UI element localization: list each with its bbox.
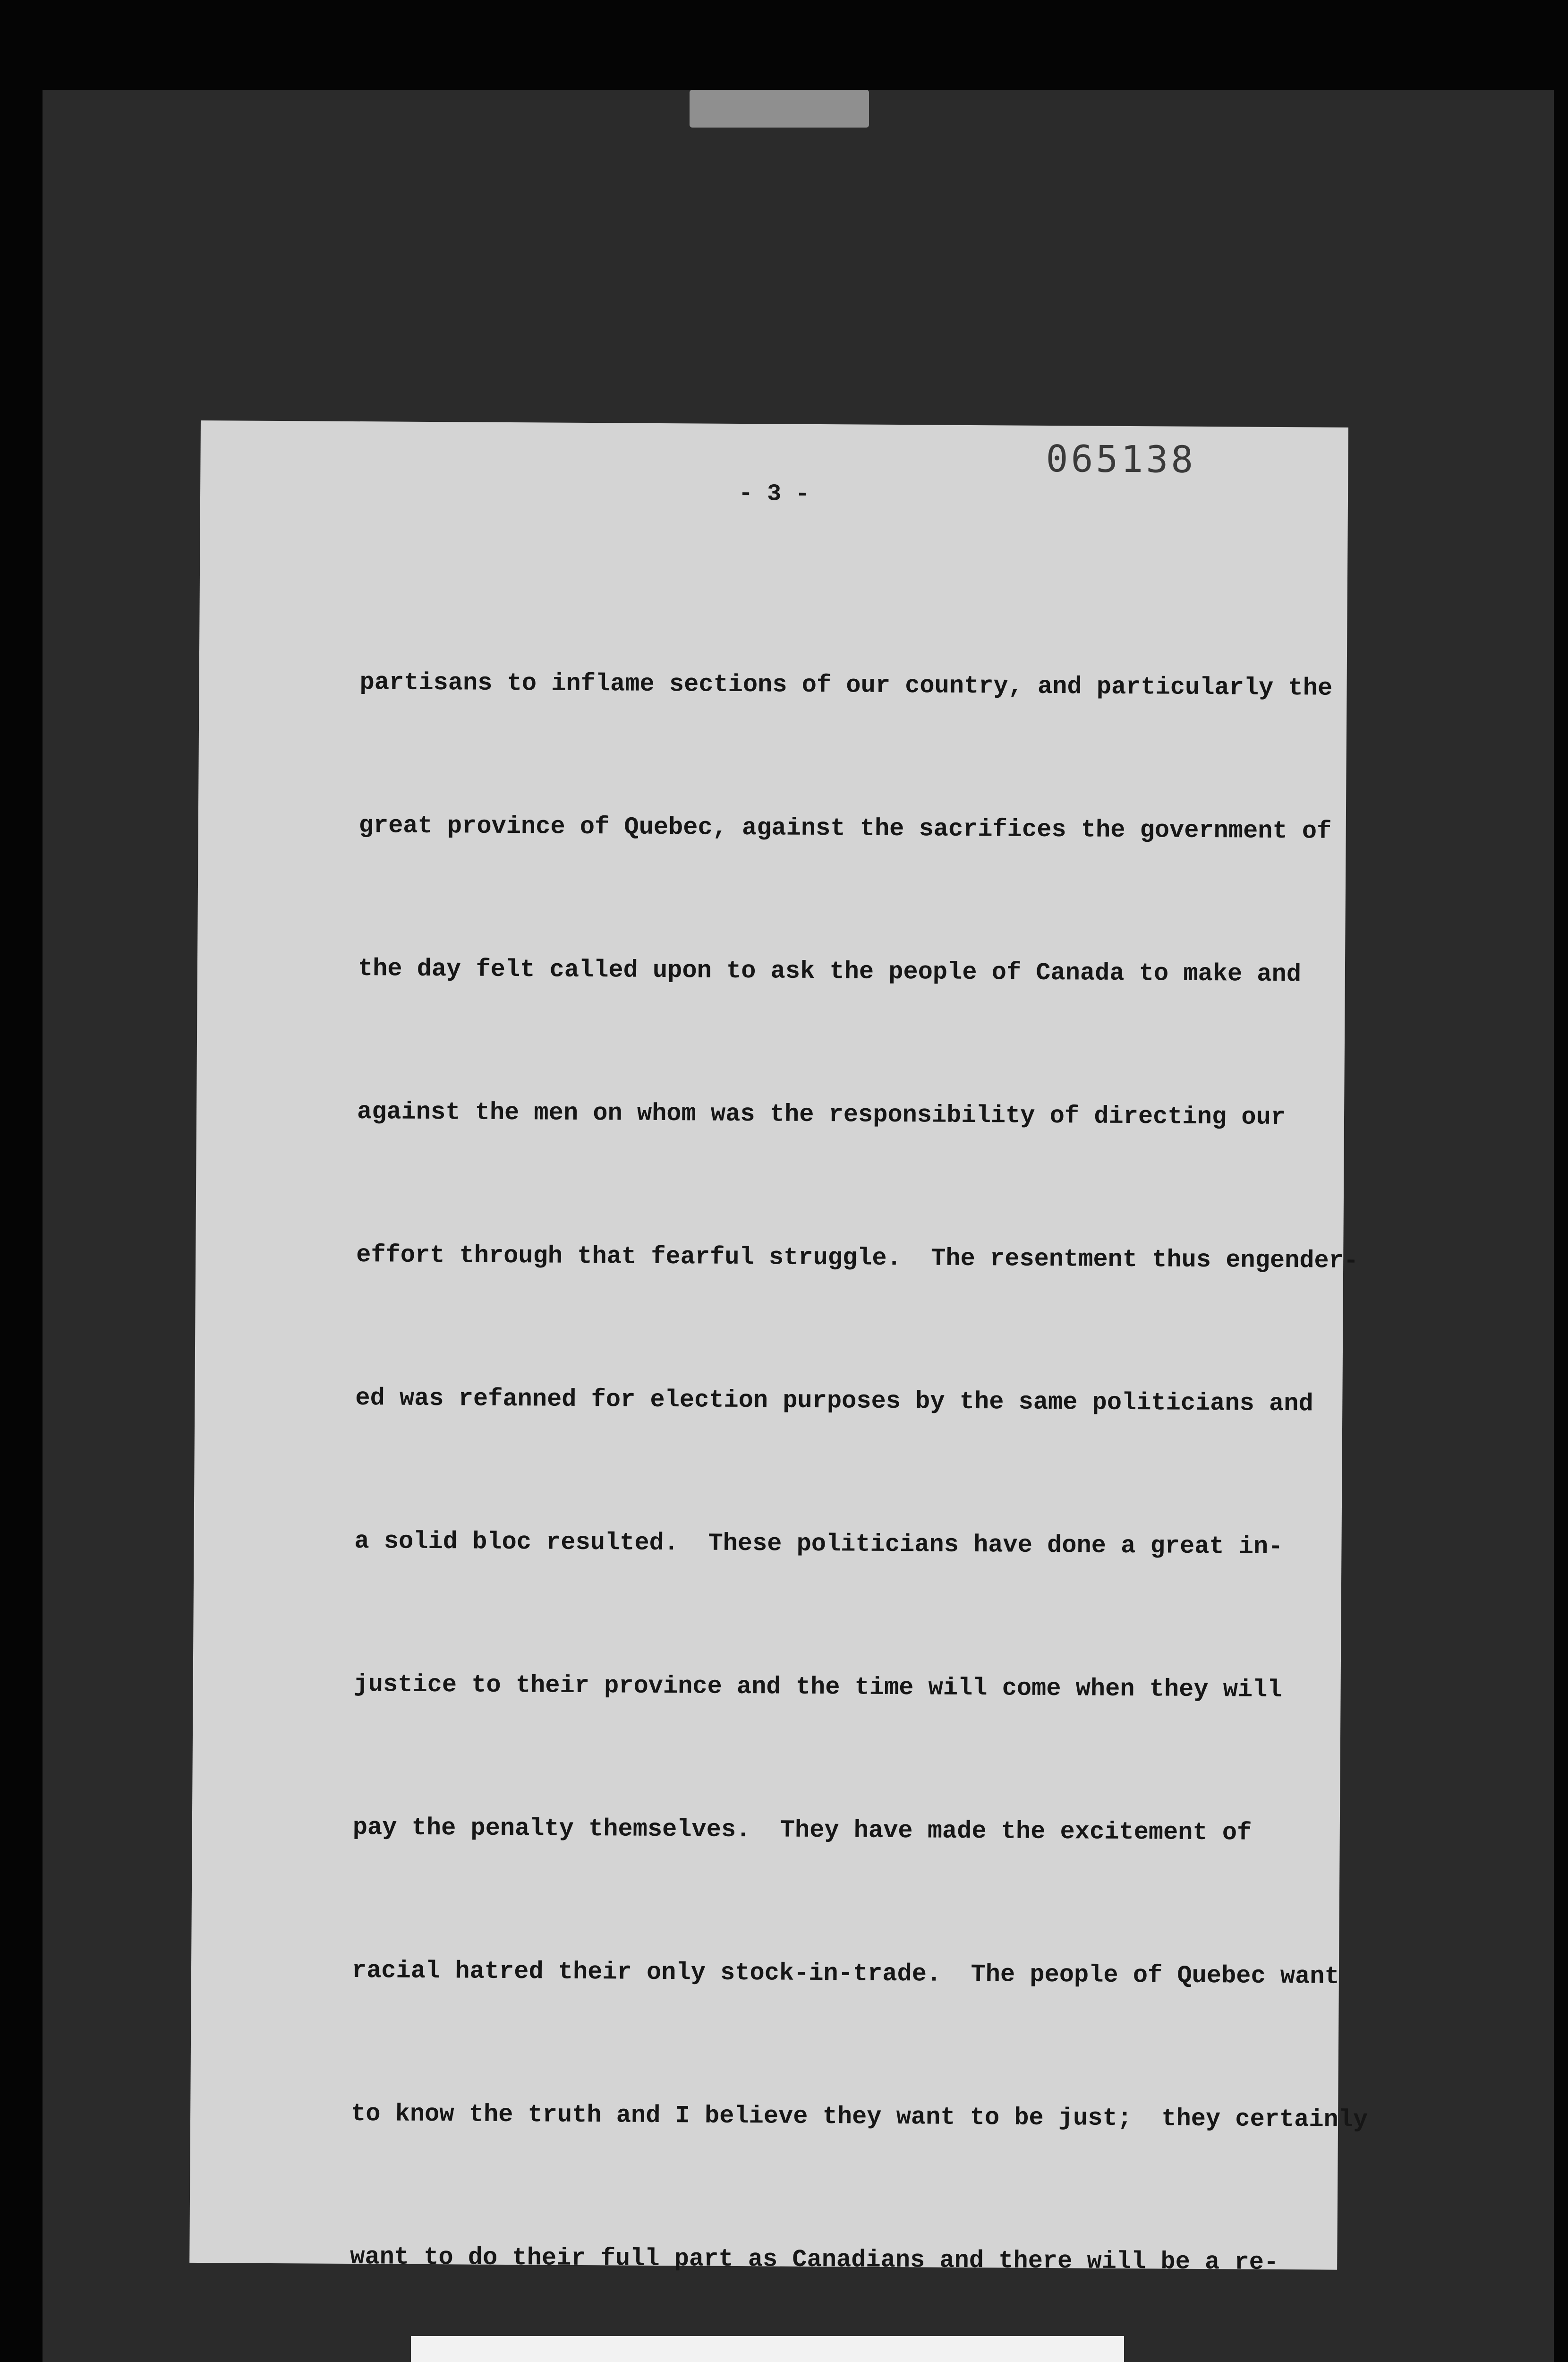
text-line: racial hatred their only stock-in-trade. The people of Quebec want [351,1957,1339,1991]
text-line: great province of Quebec, against the sacrifices the government of [358,812,1332,846]
text-line: pay the penalty themselves. They have made the excitement of [352,1814,1252,1847]
stamp-number: 065138 [1046,437,1196,481]
collection-label [411,2336,1124,2362]
text-line: want to do their full part as Canadians and there will be a re- [350,2243,1279,2277]
text-line: the day felt called upon to ask the people of Canada to make and [358,955,1302,989]
document-page [189,420,1368,2277]
text-line: justice to their province and the time will come when they will [353,1670,1282,1704]
page-number: - 3 - [738,480,810,508]
text-line: effort through that fearful struggle. The resentment thus engender- [356,1241,1359,1275]
body-text [331,563,1368,2362]
text-line: to know the truth and I believe they want to be just; they certainly [350,2100,1368,2134]
text-line: against the men on whom was the responsibility of directing our [357,1098,1286,1132]
text-line: partisans to inflame sections of our country, and particularly the [359,668,1333,702]
text-line: ed was refanned for election purposes by the same politicians and [355,1384,1313,1418]
text-line: a solid bloc resulted. These politicians have done a great in- [354,1527,1283,1561]
paper-clip [690,90,869,128]
